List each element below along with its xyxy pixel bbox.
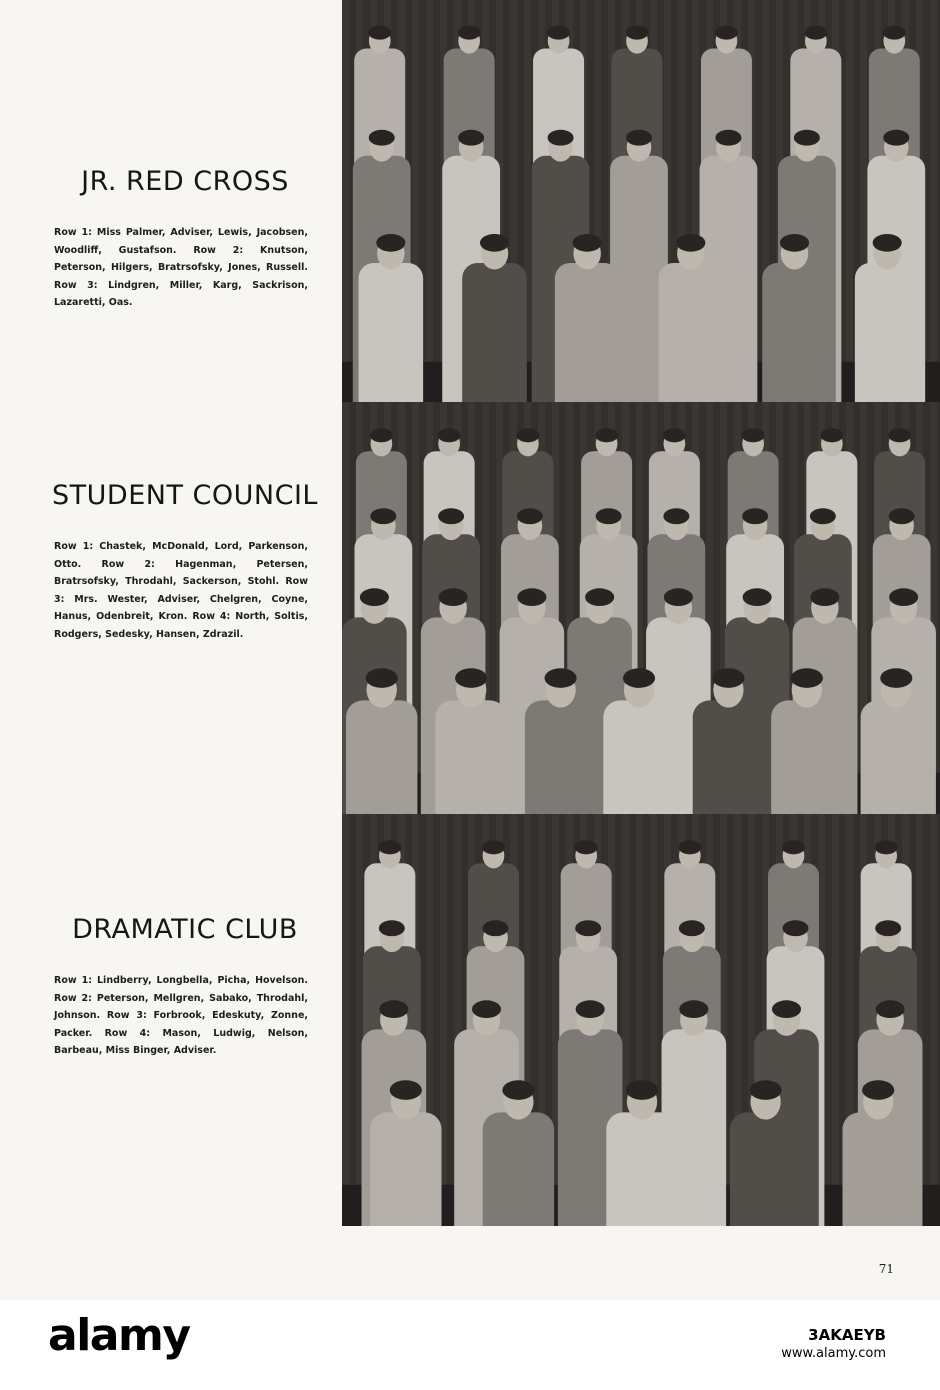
- watermark-footer: [0, 1300, 940, 1390]
- caption-jr-red-cross: Row 1: Miss Palmer, Adviser, Lewis, Jacobsen, Woodliff, Gustafson. Row 2: Knutson, Peterson, Hilgers, Bratrsofsky, Jones, Russell. Row 3: Lindgren, Miller, Karg, Sackrison, Lazaretti, Oas.: [54, 227, 308, 309]
- section-title-dramatic-club: DRAMATIC CLUB: [72, 914, 298, 945]
- photo-dramatic-club: [342, 814, 940, 1226]
- image-url: www.alamy.com: [781, 1346, 886, 1361]
- section-title-student-council: STUDENT COUNCIL: [52, 480, 318, 511]
- photo-jr-red-cross: [342, 0, 940, 402]
- page-number: 71: [878, 1262, 894, 1276]
- section-title-jr-red-cross: JR. RED CROSS: [81, 166, 289, 197]
- caption-dramatic-club: Row 1: Lindberry, Longbella, Picha, Hovelson. Row 2: Peterson, Mellgren, Sabako, Throdahl, Johnson. Row 3: Forbrook, Edeskuty, Zonne, Packer. Row 4: Mason, Ludwig, Nelson, Barbeau, Miss Binger, Adviser.: [54, 975, 308, 1057]
- caption-student-council: Row 1: Chastek, McDonald, Lord, Parkenson, Otto. Row 2: Hagenman, Petersen, Bratrsofsky, Throdahl, Sackerson, Stohl. Row 3: Mrs. Wester, Adviser, Chelgren, Coyne, Hanus, Odenbreit, Kron. Row 4: North, Soltis, Rodgers, Sedesky, Hansen, Zdrazil.: [54, 541, 308, 640]
- image-id: 3AKAEYB: [808, 1326, 886, 1344]
- brand-logo: alamy: [48, 1310, 190, 1361]
- photo-student-council: [342, 402, 940, 814]
